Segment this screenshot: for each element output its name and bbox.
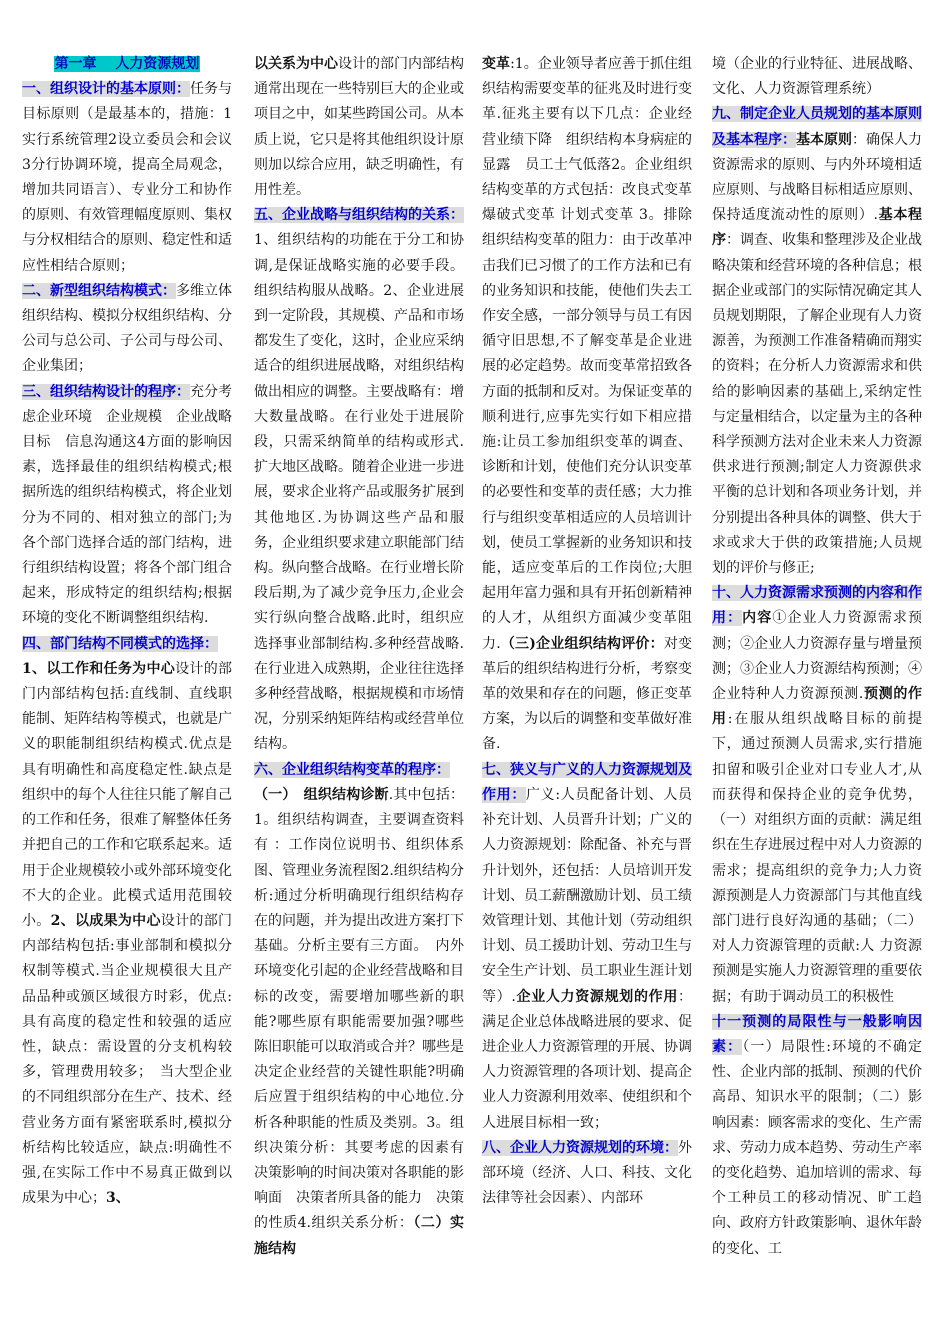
section-heading: 七、狭义与广义的人力资源规划及作用：: [482, 761, 692, 803]
section-heading: 四、部门结构不同模式的选择：: [22, 635, 218, 652]
section-2: 二、新型组织结构模式：多维立体组织结构、模拟分权组织结构、分公司与总公司、子公司与母公司、企业集团；: [22, 282, 232, 375]
column-1: [22, 52, 232, 1332]
document-page: [22, 52, 928, 1332]
section-8: 八、企业人力资源规划的环境：外部环境（经济、人口、科技、文化法律等社会因素）、内部环: [482, 1139, 692, 1207]
section-heading: 十一预测的局限性与一般影响因素：: [712, 1013, 922, 1055]
section-heading: 十、人力资源需求预测的内容和作用：: [712, 585, 922, 627]
section-6: [254, 758, 464, 783]
section-heading: 九、制定企业人员规划的基本原则及基本程序：: [712, 106, 922, 148]
section-4-body: 1、以工作和任务为中心设计的部门内部结构包括:直线制、直线职能制、矩阵结构等模式，也就是广义的职能制组织结构模式.优点是具有明确性和高度稳定性.缺点是组织中的每个人往往只能了解自己的工作和任务，很难了解整体任务并把自己的工作和它联系起来。适用于企业规模较小或外部环境变化不大的企业。此模式适用范围较小。2、以成果为中心设计的部门内部结构包括:事业部制和模拟分权制等模式.当企业规模很大且产品品种或颁区域很方时彩，优点:具有高度的稳定性和较强的适应性，缺点：需设置的分支机构较多，管理费用较多； 当大型企业的不同组织部分在生产、技术、经营业务方面有紧密联系时,模拟分析结构比较适应，缺点:明确性不强,在实际工作中不易真正做到以成果为中心；3、: [22, 660, 233, 1207]
section-heading: 三、组织结构设计的程序：: [22, 383, 190, 400]
section-heading: 五、企业战略与组织结构的关系：: [254, 207, 464, 224]
section-heading: 一、组织设计的基本原则：: [22, 81, 190, 98]
section-11: 十一预测的局限性与一般影响因素：（一）局限性:环境的不确定性、企业内部的抵制、预测的代价高昂、知识水平的限制；（二）影响因素：顾客需求的变化、生产需求、劳动力成本趋势、劳动生产率的变化趋势、追加培训的需求、每个工种员工的移动情况、旷工趋向、政府方针政策影响、退休年龄的变化、工: [712, 1013, 922, 1257]
section-9: 九、制定企业人员规划的基本原则及基本程序：基本原则：确保人力资源需求的原则、与内外环境相适应原则、与战略目标相适应原则、保持适度流动性的原则）.基本程序：调查、收集和整理涉及企业战略决策和经营环境的各种信息；根据企业或部门的实际情况确定其人员规划期限，了解企业现有人力资源善，为预测工作准备精确而翔实的资料；在分析人力资源需求和供给的影响因素的基础上,采纳定性与定量相结合，以定量为主的各种科学预测方法对企业未来人力资源供求进行预测;制定人力资源供求平衡的总计划和各项业务计划，并分别提出各种具体的调整、供大于求或求大于供的政策措施;人员规划的评价与修正;: [712, 106, 922, 577]
column-2: [254, 52, 478, 1332]
section-heading: 八、企业人力资源规划的环境：: [482, 1139, 678, 1156]
section-3: 三、组织结构设计的程序：充分考虑企业环境 企业规模 企业战略目标 信息沟通这4方面的影响因素，选择最佳的组织结构模式;根据所选的组织结构模式，将企业划分为不同的、相对独立的部门;为各个部门选择合适的部门结构，进行组织结构设置；将各个部门组合起来，形成特定的组织结构;根据环境的变化不断调整组织结构.: [22, 383, 232, 627]
section-7: 七、狭义与广义的人力资源规划及作用：广义:人员配备计划、人员补充计划、人员晋升计划；广义的人力资源规划：除配备、补充与晋升计划外，还包括：人员培训开发计划、员工薪酬激励计划、员工绩效管理计划、其他计划（劳动组织计划、员工援助计划、劳动卫生与安全生产计划、员工职业生涯计划等）.企业人力资源规划的作用：满足企业总体战略进展的要求、促进企业人力资源管理的开展、协调人力资源管理的各项计划、提高企业人力资源利用效率、使组织和个人进展目标相一致；: [482, 761, 693, 1131]
environment-continued: 境（企业的行业特征、进展战略、文化、人力资源管理系统）: [712, 56, 922, 98]
section-heading: 六、企业组织结构变革的程序：: [254, 761, 450, 778]
section-5: 五、企业战略与组织结构的关系：1、组织结构的功能在于分工和协调,是保证战略实施的必要手段。组织结构服从战略。2、企业进展到一定阶段，其规模、产品和市场都发生了变化，这时，企业应采纳适合的组织进展战略，对组织结构做出相应的调整。主要战略有：增大数量战略。在行业处于进展阶段，只需采纳简单的结构或形式.扩大地区战略。随着企业进一步进展，要求企业将产品或服务扩展到其他地区.为协调这些产品和服务，企业组织要求建立职能部门结构。纵向整合战略。在行业增长阶段后期,为了减少竞争压力,企业会实行纵向整合战略.此时，组织应选择事业部制结构.多种经营战略.在行业进入成熟期，企业往往选择多种经营战略，根据规模和市场情况，分别采纳矩阵结构或经营单位结构。: [254, 207, 464, 753]
column-3: [482, 52, 692, 1332]
section-6-body: （一） 组织结构诊断.其中包括：1。组织结构调查，主要调查资料有 ：工作岗位说明书、组织体系图、管理业务流程图2.组织结构分析:通过分析明确现行组织结构存在的问题，并为提出改进方案打下基础。分析主要有三方面。 内外环境变化引起的企业经营战略和目标的改变，需要增加哪些新的职能?哪些原有职能需要加强?哪些陈旧职能可以取消或合并？哪些是决定企业经营的关键性职能?明确后应置于组织结构的中心地位.分析各种职能的性质及类别。3。组织决策分析：其要考虑的因素有 决策影响的时间决策对各职能的影响面 决策者所具备的能力 决策的性质4.组织关系分析：（二）实施结构: [254, 786, 478, 1257]
section-10: 十、人力资源需求预测的内容和作用：内容①企业人力资源需求预测；②企业人力资源存量与增量预测；③企业人力资源结构预测；④企业特种人力资源预测.预测的作用:在服从组织战略目标的前提下，通过预测人员需求,实行措施扣留和吸引企业对口专业人才,从而获得和保持企业的竞争优势，（一）对组织方面的贡献：满足组织在生存进展过程中对人力资源的需求；提高组织的竞争力;人力资源预测是人力资源部门与其他直线部门进行良好沟通的基础；（二）对人力资源管理的贡献:人 力资源预测是实施人力资源管理的重要依据；有助于调动员工的积极性: [712, 585, 923, 1005]
chapter-title: 第一章 人力资源规划: [54, 56, 200, 72]
relationship-paragraph: 以关系为中心设计的部门内部结构通常出现在一些特别巨大的企业或项目之中，如某些跨国公司。从本质上说，它只是将其他组织设计原则加以综合应用，缺乏明确性，有用性差。: [254, 56, 464, 199]
reform-paragraph: 变革:1。企业领导者应善于抓住组织结构需要变革的征兆及时进行变革.征兆主要有以下几点：企业经营业绩下降 组织结构本身病症的显露 员工士气低落2。企业组织结构变革的方式包括：改良式变革 爆破式变革 计划式变革 3。排除组织结构变革的阻力：由于改革冲击我们已习惯了的工作方法和已有的业务知识和技能，使他们失去工作安全感，一部分领导与员工有因循守旧思想,不了解变革是企业进展的必定趋势。故而变革常招致各方面的抵制和反对。为保证变革的顺利进行,应事先实行如下相应措施:让员工参加组织变革的调查、诊断和计划，使他们充分认识变革的必要性和变革的责任感；大力推行与组织变革相适应的人员培训计划，使员工掌握新的业务知识和技能，适应变革后的工作岗位;大胆起用年富力强和具有开拓创新精神的人才，从组织方面减少变革阻力.（三)企业组织结构评价：对变革后的组织结构进行分析，考察变革的效果和存在的问题，修正变革方案，为以后的调整和变革做好准备.: [482, 56, 693, 753]
section-4: [22, 632, 232, 657]
section-heading: 二、新型组织结构模式：: [22, 282, 176, 299]
section-1: 一、组织设计的基本原则：任务与目标原则（是最基本的，措施：1实行系统管理2设立委员会和会议3分行协调环境，提高全局观念，增加共同语言）、专业分工和协作的原则、有效管理幅度原则、集权与分权相结合的原则、稳定性和适应性相结合原则；: [22, 81, 232, 274]
column-4: [712, 52, 922, 1332]
